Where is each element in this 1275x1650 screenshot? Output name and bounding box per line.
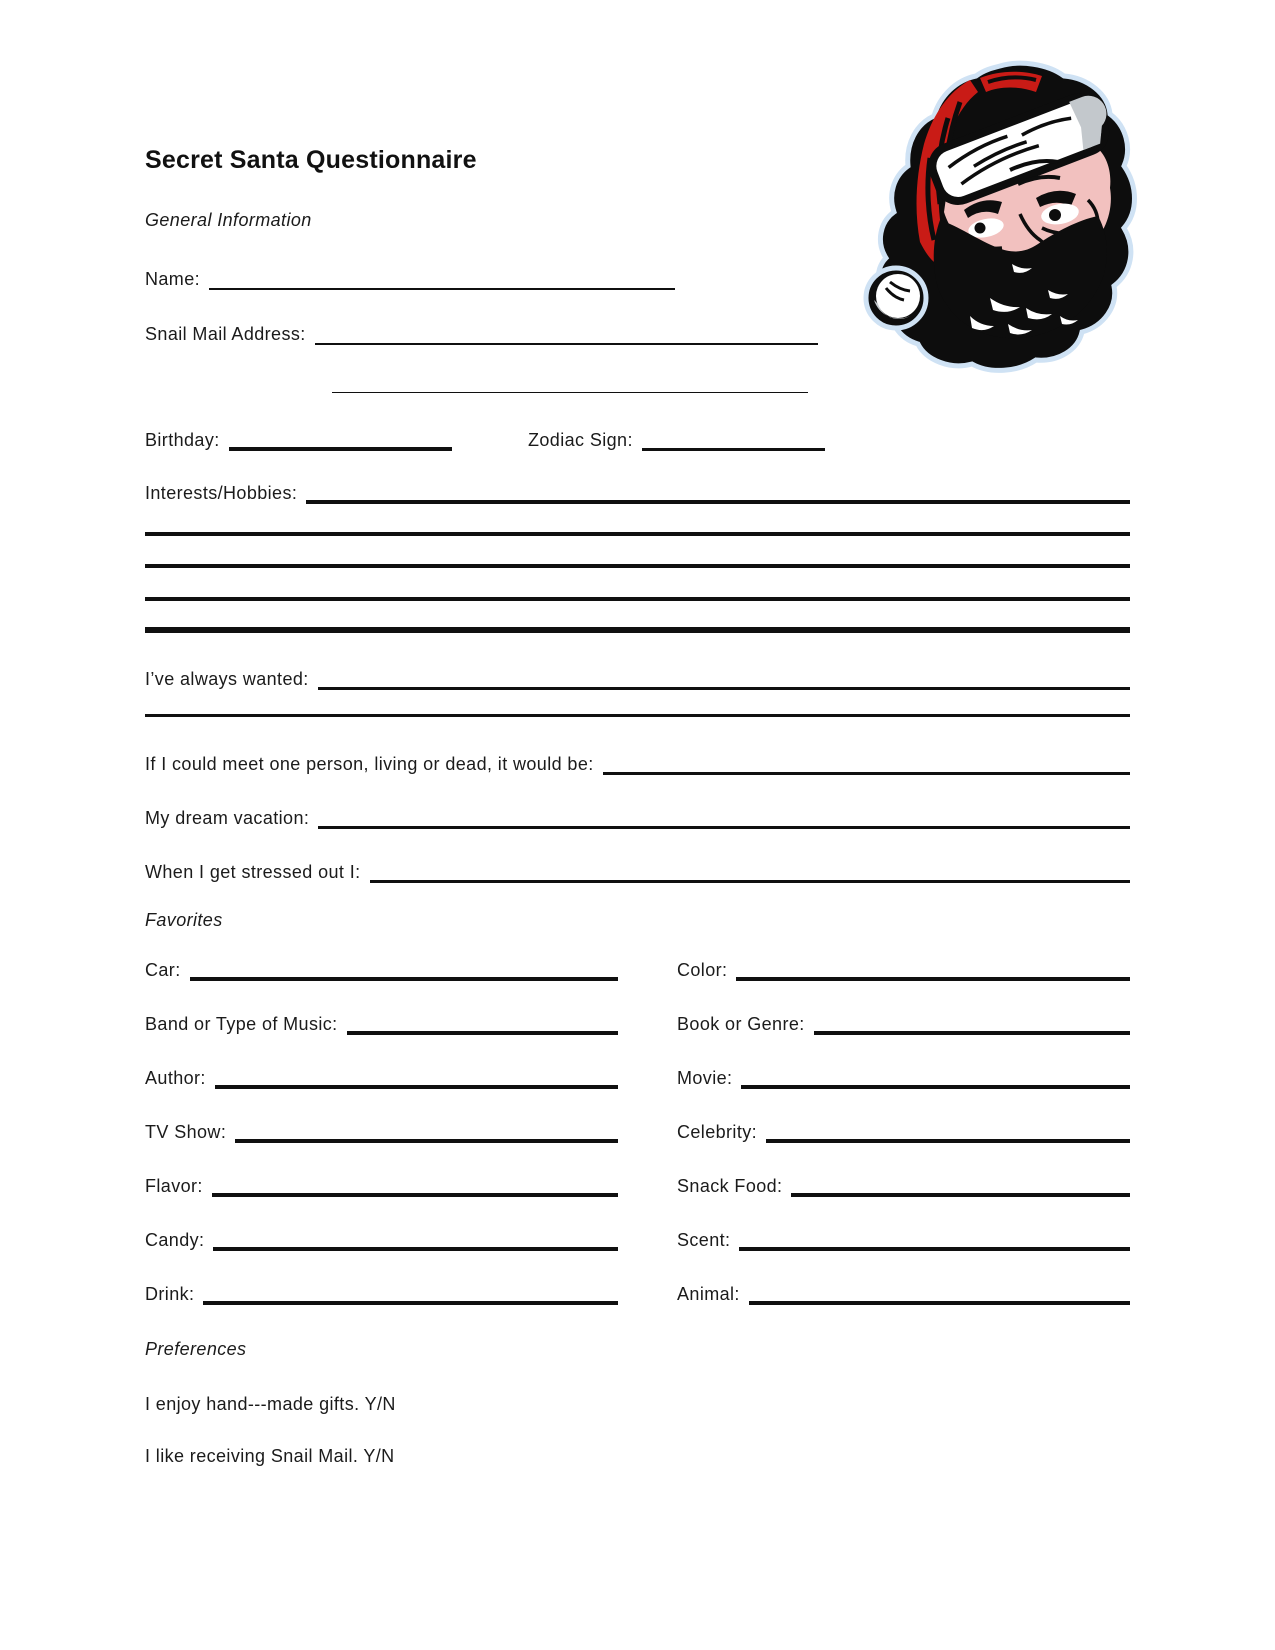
zodiac-blank-line[interactable]	[642, 424, 825, 451]
field-label-tv-show: TV Show:	[145, 1122, 227, 1142]
snail-mail-blank-line-2[interactable]	[332, 392, 808, 393]
favorite-row-scent	[677, 1227, 1130, 1251]
field-label-meet-person: If I could meet one person, living or dead, it would be:	[145, 754, 594, 774]
field-label-movie: Movie:	[677, 1068, 733, 1088]
field-row-birthday	[145, 427, 452, 451]
favorite-row-author	[145, 1065, 618, 1089]
favorite-row-celebrity	[677, 1119, 1130, 1143]
interests-extra-line-1[interactable]	[145, 532, 1130, 536]
always-wanted-extra-line[interactable]	[145, 714, 1130, 717]
favorite-row-drink	[145, 1281, 618, 1305]
color-blank-line[interactable]	[736, 953, 1130, 981]
field-row-interests	[145, 480, 1130, 504]
favorite-row-book	[677, 1011, 1130, 1035]
page-title: Secret Santa Questionnaire	[145, 146, 477, 174]
field-label-drink: Drink:	[145, 1284, 195, 1304]
field-label-stressed: When I get stressed out I:	[145, 862, 361, 882]
celebrity-blank-line[interactable]	[766, 1115, 1130, 1143]
field-label-flavor: Flavor:	[145, 1176, 203, 1196]
field-row-zodiac	[528, 427, 825, 451]
interests-extra-line-3[interactable]	[145, 597, 1130, 601]
field-label-car: Car:	[145, 960, 181, 980]
preference-snail-mail: I like receiving Snail Mail. Y/N	[145, 1446, 395, 1466]
field-label-interests: Interests/Hobbies:	[145, 483, 298, 503]
meet-person-blank-line[interactable]	[603, 748, 1130, 775]
movie-blank-line[interactable]	[741, 1061, 1130, 1089]
field-label-snail-mail: Snail Mail Address:	[145, 324, 306, 344]
band-blank-line[interactable]	[347, 1007, 618, 1035]
field-label-band: Band or Type of Music:	[145, 1014, 338, 1034]
car-blank-line[interactable]	[190, 953, 618, 981]
santa-clipart-image	[852, 58, 1142, 376]
section-heading-general: General Information	[145, 210, 312, 230]
candy-blank-line[interactable]	[213, 1223, 618, 1251]
field-label-color: Color:	[677, 960, 728, 980]
stressed-blank-line[interactable]	[370, 856, 1130, 883]
field-label-celebrity: Celebrity:	[677, 1122, 758, 1142]
field-row-stressed	[145, 859, 1130, 883]
book-blank-line[interactable]	[814, 1007, 1130, 1035]
field-label-name: Name:	[145, 269, 201, 289]
field-label-author: Author:	[145, 1068, 206, 1088]
favorite-row-flavor	[145, 1173, 618, 1197]
scent-blank-line[interactable]	[739, 1223, 1130, 1251]
favorite-row-candy	[145, 1227, 618, 1251]
field-label-birthday: Birthday:	[145, 430, 220, 450]
name-blank-line[interactable]	[209, 264, 675, 290]
favorite-row-snack-food	[677, 1173, 1130, 1197]
field-label-snack-food: Snack Food:	[677, 1176, 783, 1196]
preference-handmade-gifts: I enjoy hand---made gifts. Y/N	[145, 1394, 396, 1414]
always-wanted-blank-line[interactable]	[318, 663, 1130, 690]
favorite-row-color	[677, 957, 1130, 981]
birthday-blank-line[interactable]	[229, 423, 452, 451]
interests-blank-line[interactable]	[306, 476, 1130, 504]
tv-show-blank-line[interactable]	[235, 1115, 618, 1143]
field-row-meet-person	[145, 751, 1130, 775]
interests-extra-line-4[interactable]	[145, 627, 1130, 633]
field-label-scent: Scent:	[677, 1230, 731, 1250]
dream-vacation-blank-line[interactable]	[318, 802, 1130, 829]
favorite-row-tv-show	[145, 1119, 618, 1143]
drink-blank-line[interactable]	[203, 1277, 618, 1305]
field-label-candy: Candy:	[145, 1230, 205, 1250]
field-label-dream-vacation: My dream vacation:	[145, 808, 310, 828]
favorite-row-animal	[677, 1281, 1130, 1305]
field-row-always-wanted	[145, 666, 1130, 690]
favorite-row-car	[145, 957, 618, 981]
field-label-zodiac: Zodiac Sign:	[528, 430, 633, 450]
field-row-dream-vacation	[145, 805, 1130, 829]
field-label-animal: Animal:	[677, 1284, 740, 1304]
section-heading-preferences: Preferences	[145, 1339, 247, 1359]
snack-food-blank-line[interactable]	[791, 1169, 1130, 1197]
animal-blank-line[interactable]	[749, 1277, 1130, 1305]
field-row-snail-mail	[145, 321, 818, 345]
flavor-blank-line[interactable]	[212, 1169, 618, 1197]
field-label-always-wanted: I’ve always wanted:	[145, 669, 309, 689]
interests-extra-line-2[interactable]	[145, 564, 1130, 568]
field-row-name	[145, 266, 675, 290]
snail-mail-blank-line-1[interactable]	[315, 319, 818, 345]
favorite-row-band	[145, 1011, 618, 1035]
favorite-row-movie	[677, 1065, 1130, 1089]
section-heading-favorites: Favorites	[145, 910, 223, 930]
field-label-book: Book or Genre:	[677, 1014, 805, 1034]
author-blank-line[interactable]	[215, 1061, 618, 1089]
